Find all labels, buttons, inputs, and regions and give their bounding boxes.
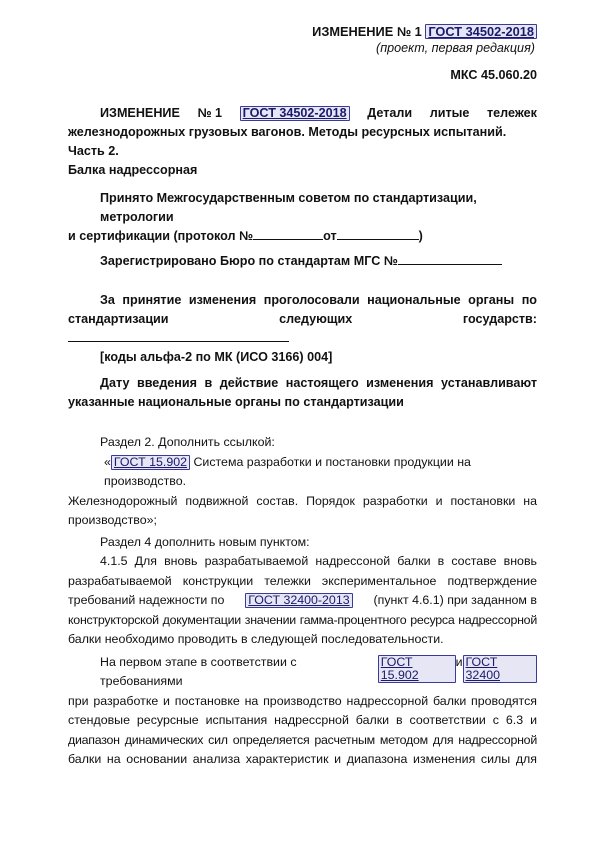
section-4-heading: Раздел 4 дополнить новым пунктом:	[100, 534, 310, 549]
reference-line-3: производство»;	[68, 513, 157, 527]
gost-link[interactable]: ГОСТ 15.902	[378, 655, 456, 683]
adopted-text: от	[323, 229, 337, 243]
protocol-number-blank[interactable]	[253, 228, 323, 240]
voted-line-3: [коды альфа-2 по МК (ИСО 3166) 004]	[100, 350, 333, 364]
title-line-1	[68, 104, 537, 123]
draft-note: (проект, первая редакция)	[376, 41, 535, 55]
registered-text: Зарегистрировано Бюро по стандартам МГС №	[100, 254, 398, 268]
first-stage-line-1	[68, 653, 537, 692]
body-text	[68, 433, 537, 770]
first-stage-line-4: диапазон динамических сил определяется расчетным методом для надрессорной	[68, 732, 537, 747]
voted-text: стандартизации следующих государств:	[68, 312, 537, 326]
first-stage-line-5: балки на основании анализа характеристик и диапазона изменения силы для	[68, 752, 537, 766]
quote-mark: «	[104, 454, 111, 469]
adopted-text: )	[418, 229, 423, 243]
title-line-3: Балка надрессорная	[68, 163, 198, 177]
clause-415-line-1: 4.1.5 Для вновь разрабатываемой надрессоной балки в составе вновь	[100, 554, 537, 568]
gost-link[interactable]: ГОСТ 34502-2018	[425, 24, 537, 39]
clause-415-line-3	[68, 591, 537, 611]
adopted-line-2	[68, 227, 537, 246]
clause-text: На первом этапе в соответствии с требованиями	[100, 654, 297, 688]
registration-number-blank[interactable]	[398, 253, 502, 265]
reference-line-1	[68, 453, 537, 492]
effective-line-1: Дату введения в действие настоящего изменения устанавливают	[100, 376, 537, 390]
first-stage-line-2: при разработке и постановке на производство надрессорной балки проводятся	[68, 693, 537, 708]
mks-code: МКС 45.060.20	[450, 68, 537, 82]
reference-text: Система разработки и постановки продукции на производство.	[104, 454, 471, 488]
adopted-text: и сертификации (протокол №	[68, 229, 254, 243]
gost-link[interactable]: ГОСТ 15.902	[111, 455, 190, 470]
title-line-2: железнодорожных грузовых вагонов. Методы ресурсных испытаний. Часть 2.	[68, 125, 507, 158]
voted-line-2	[68, 310, 537, 348]
reference-line-2: Железнодорожный подвижной состав. Порядок разработки и постановки на	[68, 493, 537, 508]
effective-line-2: указанные национальные органы по стандартизации	[68, 395, 404, 409]
clause-text: (пункт 4.6.1) при заданном в	[373, 593, 537, 607]
gost-link[interactable]: ГОСТ 32400	[463, 655, 537, 683]
title-prefix: ИЗМЕНЕНИЕ	[100, 106, 180, 120]
change-header-prefix: ИЗМЕНЕНИЕ № 1	[312, 24, 422, 39]
clause-415-line-5: балки необходимо проводить в следующей последовательности.	[68, 632, 444, 646]
protocol-date-blank[interactable]	[337, 228, 419, 240]
states-blank[interactable]	[68, 330, 289, 342]
title-word: тележек	[487, 106, 537, 120]
section-2-heading: Раздел 2. Дополнить ссылкой:	[100, 435, 275, 449]
first-stage-line-3: стендовые ресурсные испытания надрессрной балки в соответствии с 6.3 и	[68, 713, 537, 727]
voted-block	[68, 291, 537, 367]
clause-415-line-2: разрабатываемой конструкции тележки экспериментальное подтверждение	[68, 573, 537, 588]
clause-text: требований надежности по	[68, 593, 225, 607]
gost-link[interactable]: ГОСТ 32400-2013	[245, 593, 352, 608]
registered-line	[100, 252, 502, 271]
adopted-line-1: Принято Межгосударственным советом по стандартизации, метрологии	[100, 191, 477, 224]
clause-415-line-4: конструкторской документации значении гамма-процентного ресурса надрессорной	[68, 612, 537, 627]
gost-link[interactable]: ГОСТ 34502-2018	[240, 106, 350, 121]
title-number: № 1	[197, 106, 223, 120]
effective-block	[68, 374, 537, 412]
title-word: литые	[429, 106, 470, 120]
voted-line-1: За принятие изменения проголосовали национальные органы по	[100, 293, 537, 307]
clause-text: и	[455, 654, 463, 669]
title-word: Детали	[367, 106, 413, 120]
adopted-block	[68, 189, 537, 246]
title-block	[68, 104, 537, 180]
